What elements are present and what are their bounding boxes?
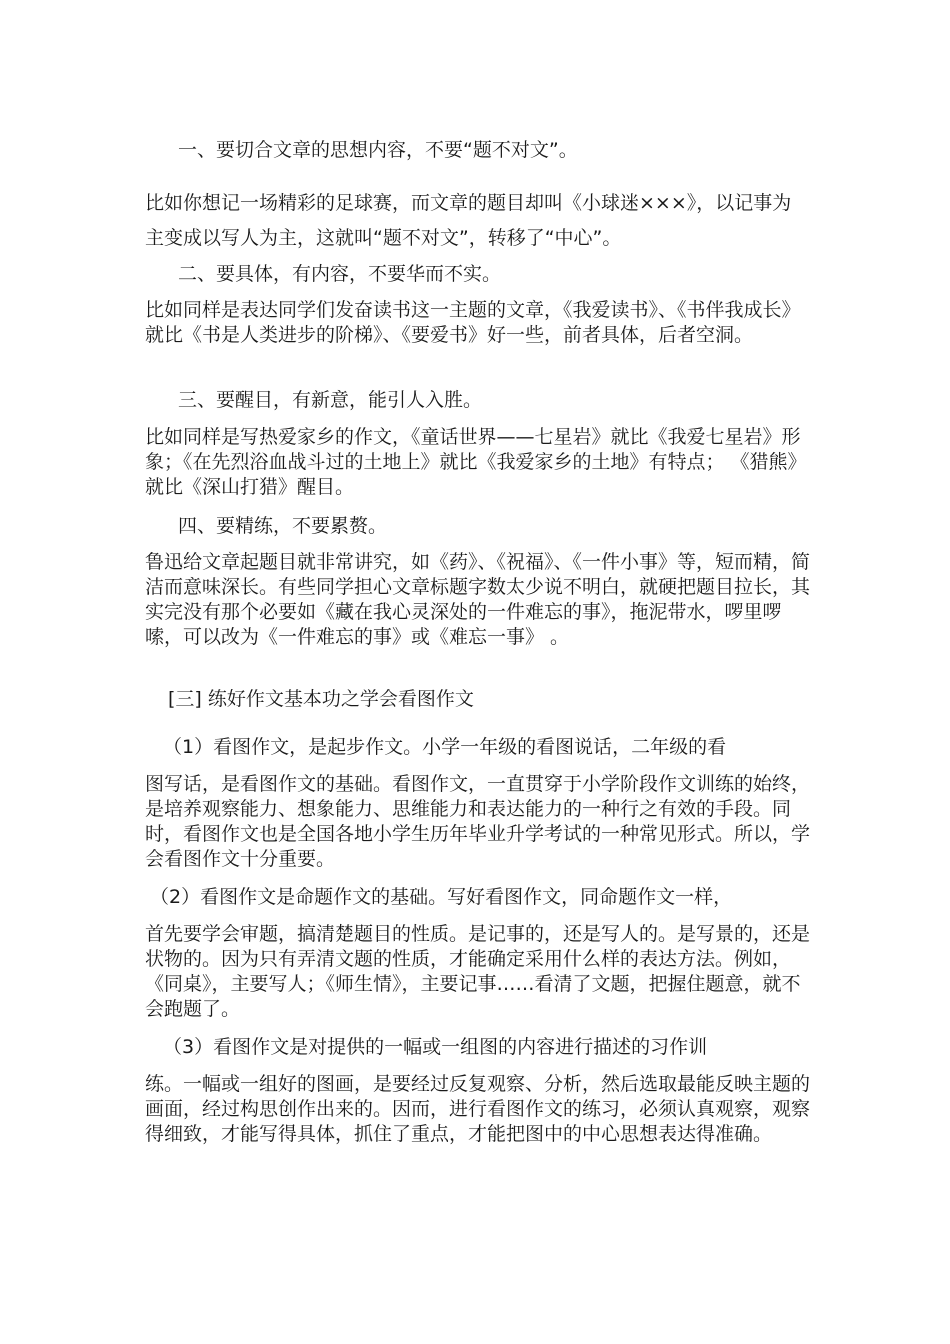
item-two-paragraph: 首先要学会审题，搞清楚题目的性质。是记事的，还是写人的。是写景的，还是状物的。因为只有弄清文题的性质，才能确定采用什么样的表达方法。例如，《同桌》，主要写人；《师生情》，主要记事……看清了文题，把握住题意，就不会跑题了。 <box>145 923 811 1020</box>
item-one-first-line: （1）看图作文，是起步作文。小学一年级的看图说话，二年级的看 <box>163 736 727 758</box>
point-two-paragraph: 比如同样是表达同学们发奋读书这一主题的文章，《我爱读书》、《书伴我成长》就比《书是人类进步的阶梯》、《要爱书》好一些，前者具体，后者空洞。 <box>145 299 801 346</box>
item-three-paragraph: 练。一幅或一组好的图画，是要经过反复观察、分析，然后选取最能反映主题的画面，经过构思创作出来的。因而，进行看图作文的练习，必须认真观察，观察得细致，才能写得具体，抓住了重点，才能把图中的中心思想表达得准确。 <box>145 1073 811 1145</box>
section-heading: [三] 练好作文基本功之学会看图作文 <box>168 688 474 710</box>
item-two-first-line: （2）看图作文是命题作文的基础。写好看图作文，同命题作文一样， <box>150 886 733 908</box>
item-three-first-line: （3）看图作文是对提供的一幅或一组图的内容进行描述的习作训 <box>163 1036 708 1058</box>
point-one-paragraph: 比如你想记一场精彩的足球赛，而文章的题目却叫《小球迷×××》，以记事为主变成以写人为主，这就叫“题不对文”，转移了“中心”。 <box>145 192 792 249</box>
point-four-paragraph: 鲁迅给文章起题目就非常讲究，如《药》、《祝福》、《一件小事》等，短而精，简洁而意味深长。有些同学担心文章标题字数太少说不明白，就硬把题目拉长，其实完没有那个必要如《藏在我心灵深处的一件难忘的事》，拖泥带水，啰里啰嗦，可以改为《一件难忘的事》或《难忘一事》 。 <box>145 551 811 648</box>
point-three-heading: 三、要醒目，有新意，能引人入胜。 <box>178 389 483 411</box>
point-two-heading: 二、要具体，有内容，不要华而不实。 <box>178 263 502 285</box>
point-one-heading: 一、要切合文章的思想内容，不要“题不对文”。 <box>178 139 578 161</box>
point-four-heading: 四、要精练，不要累赘。 <box>178 515 388 537</box>
item-one-paragraph: 图写话，是看图作文的基础。看图作文，一直贯穿于小学阶段作文训练的始终，是培养观察能力、想象能力、思维能力和表达能力的一种行之有效的手段。同时，看图作文也是全国各地小学生历年毕业升学考试的一种常见形式。所以，学会看图作文十分重要。 <box>145 773 811 870</box>
point-three-paragraph: 比如同样是写热爱家乡的作文，《童话世界——七星岩》就比《我爱七星岩》形象；《在先烈浴血战斗过的土地上》就比《我爱家乡的土地》有特点； 《猎熊》就比《深山打猎》醒目。 <box>145 426 807 498</box>
